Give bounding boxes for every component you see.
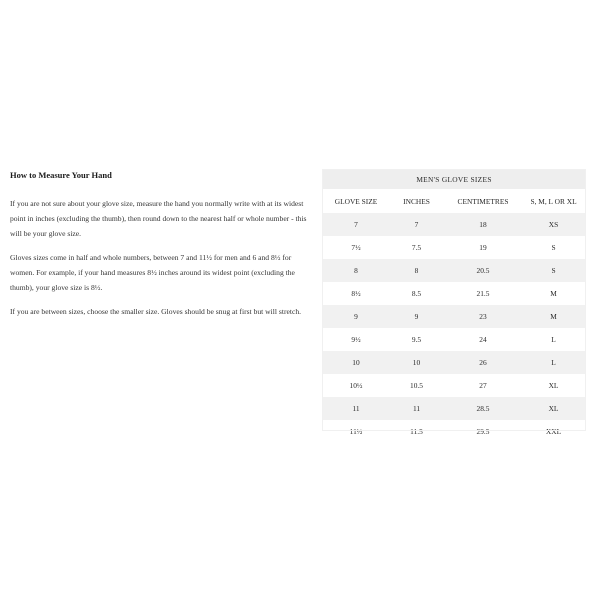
letter-size-cell: S [551, 243, 556, 252]
measure-paragraph-3: If you are between sizes, choose the smaller size. Gloves should be snug at first but will stretch. [10, 307, 302, 316]
glove-size-cell: 9½ [351, 335, 361, 344]
inches-cell: 9.5 [411, 335, 422, 344]
letter-size-cell: L [551, 335, 556, 344]
letter-size-cell: XL [548, 404, 559, 413]
inches-cell: 9 [414, 312, 419, 321]
measure-heading: How to Measure Your Hand [10, 170, 112, 180]
inches-cell: 7 [414, 220, 419, 229]
column-header-glove-size: GLOVE SIZE [334, 196, 378, 206]
table-body [323, 213, 585, 443]
glove-size-cell: 10 [352, 358, 360, 367]
table-title: MEN'S GLOVE SIZES [323, 170, 585, 189]
table-row [323, 282, 585, 305]
measure-instructions [10, 170, 310, 328]
glove-size-cell: 8½ [351, 289, 361, 298]
table-row [323, 420, 585, 443]
letter-size-cell: XS [548, 220, 559, 229]
inches-cell: 11.5 [410, 427, 423, 436]
glove-size-cell: 7 [354, 220, 358, 229]
centimetres-cell: 26 [479, 358, 487, 367]
centimetres-cell: 28.5 [476, 404, 490, 413]
mens-glove-size-table [323, 170, 585, 443]
inches-cell: 7.5 [411, 243, 422, 252]
table-row [323, 397, 585, 420]
table-header-row [323, 189, 585, 213]
inches-cell: 11 [412, 404, 421, 413]
glove-size-cell: 9 [354, 312, 358, 321]
centimetres-cell: 23 [479, 312, 487, 321]
measure-paragraph-1: If you are not sure about your glove size, measure the hand you normally write with at its widest point in inches (excluding the thumb), then round down to the nearest half or whole number - this will be your glove size. [10, 199, 307, 238]
centimetres-cell: 18 [479, 220, 487, 229]
table-row [323, 213, 585, 236]
inches-cell: 8 [414, 266, 419, 275]
letter-size-cell: S [551, 266, 556, 275]
table-row [323, 259, 585, 282]
table-row [323, 351, 585, 374]
measure-paragraph-2: Gloves sizes come in half and whole numbers, between 7 and 11½ for men and 6 and 8½ for women. For example, if your hand measures 8½ inches around its widest point (excluding the thumb), your glove size is 8½. [10, 253, 295, 292]
letter-size-cell: L [551, 358, 556, 367]
table-row [323, 374, 585, 397]
centimetres-cell: 21.5 [476, 289, 490, 298]
centimetres-cell: 29.5 [476, 427, 490, 436]
centimetres-cell: 19 [479, 243, 487, 252]
letter-size-cell: M [550, 312, 557, 321]
centimetres-cell: 27 [479, 381, 487, 390]
letter-size-cell: M [550, 289, 557, 298]
column-header-letter-size: S, M, L OR XL [530, 196, 577, 206]
glove-size-cell: 10½ [349, 381, 363, 390]
table-row [323, 305, 585, 328]
column-header-inches: INCHES [403, 196, 430, 206]
glove-size-cell: 11½ [349, 427, 363, 436]
letter-size-cell: XXL [545, 427, 562, 436]
glove-size-cell: 11 [352, 404, 360, 413]
table-title-row [323, 170, 585, 189]
centimetres-cell: 20.5 [476, 266, 490, 275]
table-row [323, 236, 585, 259]
centimetres-cell: 24 [479, 335, 487, 344]
table-row [323, 328, 585, 351]
letter-size-cell: XL [548, 381, 559, 390]
inches-cell: 10 [412, 358, 421, 367]
glove-size-cell: 8 [354, 266, 358, 275]
inches-cell: 10.5 [410, 381, 423, 390]
inches-cell: 8.5 [411, 289, 422, 298]
column-header-centimetres: CENTIMETRES [457, 196, 509, 206]
glove-size-cell: 7½ [351, 243, 361, 252]
